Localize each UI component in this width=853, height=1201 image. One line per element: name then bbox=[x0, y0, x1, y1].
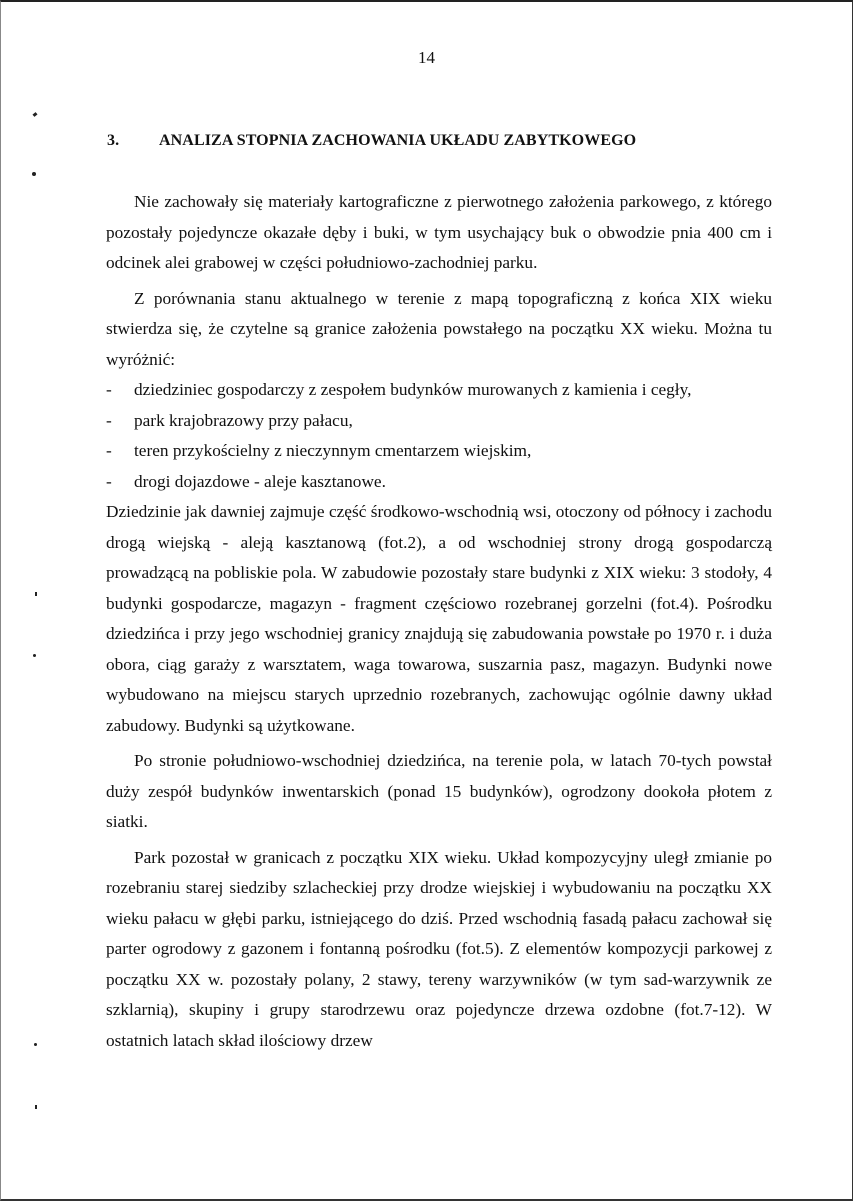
paragraph: Z porównania stanu aktualnego w terenie z mapą topograficzną z końca XIX wieku stwierdza się, że czytelne są granice założenia powstałego na początku XX wieku. Można tu wyróżnić: bbox=[106, 288, 772, 369]
section-title: ANALIZA STOPNIA ZACHOWANIA UKŁADU ZABYTKOWEGO bbox=[159, 132, 637, 149]
list-item: - dziedziniec gospodarczy z zespołem budynków murowanych z kamienia i cegły, bbox=[106, 380, 692, 399]
paragraph: Dziedzinie jak dawniej zajmuje część środkowo-wschodnią wsi, otoczony od północy i zachodu drogą wiejską - aleją kasztanową (fot.2), a od wschodniej strony drogą gospodarczą prowadzącą na pobliskie pola. W zabudowie pozostały stare budynki z XIX wieku: 3 stodoły, 4 budynki gospodarcze, magazyn - fragment częściowo rozebranej gorzelni (fot.4). Pośrodku dziedzińca i przy jego wschodniej granicy znajdują się zabudowania powstałe po 1970 r. i duża obora, ciąg garaży z warsztatem, waga towarowa, suszarnia pasz, magazyn. Budynki nowe wybudowano na miejscu starych uprzednio rozebranych, zachowując ogólnie dawny układ zabudowy. Budynki są użytkowane. bbox=[106, 502, 772, 735]
body-text bbox=[106, 187, 772, 1061]
list-item: - drogi dojazdowe - aleje kasztanowe. bbox=[106, 471, 386, 491]
list-item: - park krajobrazowy przy pałacu, bbox=[106, 410, 353, 430]
scan-mark bbox=[35, 1105, 37, 1109]
scan-mark bbox=[35, 592, 37, 596]
list-item: - teren przykościelny z nieczynnym cmentarzem wiejskim, bbox=[106, 441, 532, 460]
feature-list bbox=[106, 375, 772, 497]
section-number: 3. bbox=[107, 132, 120, 149]
scan-mark bbox=[34, 1043, 37, 1046]
paragraph: Po stronie południowo-wschodniej dziedzińca, na terenie pola, w latach 70-tych powstał duży zespół budynków inwentarskich (ponad 15 budynków), ogrodzony dookoła płotem z siatki. bbox=[106, 751, 772, 831]
paragraph: Nie zachowały się materiały kartograficzne z pierwotnego założenia parkowego, z którego pozostały pojedyncze okazałe dęby i buki, w tym usychający buk o obwodzie pnia 400 cm i odcinek alei grabowej w części południowo-zachodniej parku. bbox=[106, 192, 772, 272]
page-number: 14 bbox=[418, 48, 435, 67]
scan-mark bbox=[32, 172, 36, 176]
paragraph: Park pozostał w granicach z początku XIX wieku. Układ kompozycyjny uległ zmianie po rozebraniu starej siedziby szlacheckiej przy drodze wiejskiej i wybudowaniu na początku XX wieku pałacu w głębi parku, istniejącego do dziś. Przed wschodnią fasadą pałacu zachował się parter ogrodowy z gazonem i fontanną pośrodku (fot.5). Z elementów kompozycji parkowej z początku XX w. pozostały polany, 2 stawy, tereny warzywników (w tym sad-warzywnik ze szklarnią), skupiny i grupy starodrzewu oraz pojedyncze drzewa ozdobne (fot.7-12). W ostatnich latach skład ilościowy drzew bbox=[106, 847, 772, 1050]
section-heading bbox=[107, 132, 636, 150]
scan-mark bbox=[33, 654, 36, 657]
